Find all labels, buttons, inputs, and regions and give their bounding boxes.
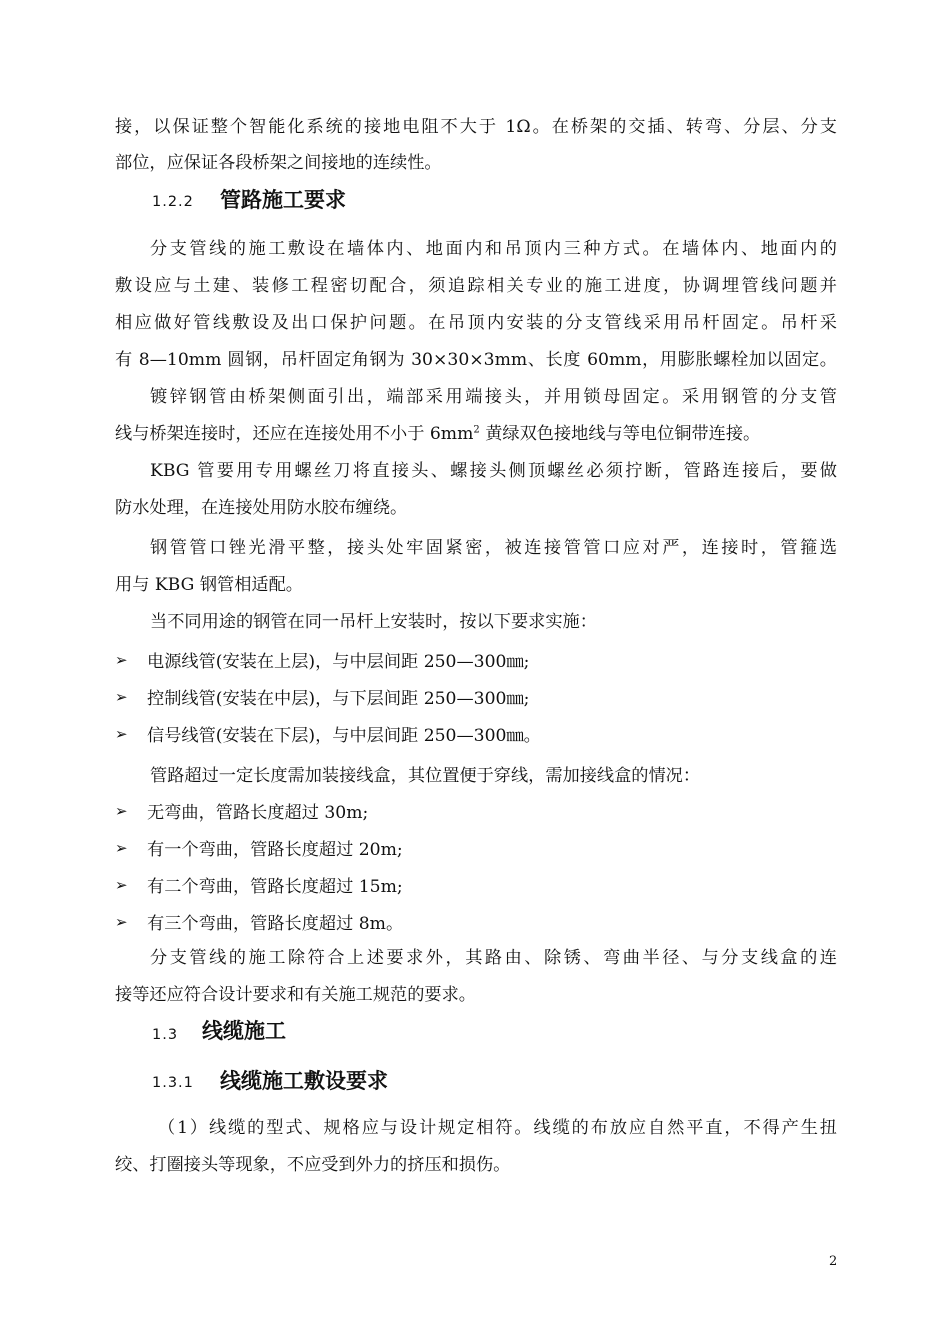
list-item: 控制线管(安装在中层)，与下层间距 250—300㎜; — [147, 689, 530, 709]
list-item: 电源线管(安装在上层)，与中层间距 250—300㎜; — [147, 652, 530, 672]
bullet-arrow-icon: ➢ — [115, 802, 128, 820]
section-number: 1.2.2 — [152, 194, 194, 210]
paragraph-line: 镀锌钢管由桥架侧面引出，端部采用端接头，并用锁母固定。采用钢管的分支管 — [150, 387, 837, 407]
bullet-arrow-icon: ➢ — [115, 913, 128, 931]
section-number: 1.3 — [152, 1027, 179, 1043]
paragraph-line: 钢管管口锉光滑平整，接头处牢固紧密，被连接管管口应对严，连接时，管箍选 — [150, 538, 837, 558]
paragraph-line: 绞、打圈接头等现象，不应受到外力的挤压和损伤。 — [115, 1155, 511, 1175]
paragraph-line: 有 8—10mm 圆钢，吊杆固定角钢为 30×30×3mm、长度 60mm，用膨胀螺栓加以固定。 — [115, 350, 837, 370]
bullet-arrow-icon: ➢ — [115, 651, 128, 669]
page-number: 2 — [829, 1254, 838, 1269]
section-title: 管路施工要求 — [220, 188, 346, 212]
paragraph-line: 分支管线的施工敷设在墙体内、地面内和吊顶内三种方式。在墙体内、地面内的 — [150, 239, 837, 259]
paragraph-line: 接，以保证整个智能化系统的接地电阻不大于 1Ω。在桥架的交插、转弯、分层、分支 — [115, 117, 837, 137]
section-number: 1.3.1 — [152, 1075, 194, 1091]
paragraph-line: 分支管线的施工除符合上述要求外，其路由、除锈、弯曲半径、与分支线盒的连 — [150, 948, 837, 968]
paragraph-text: 黄绿双色接地线与等电位铜带连接。 — [479, 424, 761, 444]
bullet-arrow-icon: ➢ — [115, 876, 128, 894]
bullet-arrow-icon: ➢ — [115, 725, 128, 743]
paragraph-line — [115, 419, 760, 444]
paragraph-text: 线与桥架连接时，还应在连接处用不小于 6mm — [115, 424, 474, 444]
paragraph-line: 接等还应符合设计要求和有关施工规范的要求。 — [115, 985, 476, 1005]
paragraph-line: 管路超过一定长度需加装接线盒，其位置便于穿线，需加接线盒的情况： — [150, 766, 701, 786]
bullet-arrow-icon: ➢ — [115, 839, 128, 857]
paragraph-line: 用与 KBG 钢管相适配。 — [115, 575, 303, 595]
paragraph-line: 敷设应与土建、装修工程密切配合，须追踪相关专业的施工进度，协调埋管线问题并 — [115, 276, 837, 296]
list-item: 无弯曲，管路长度超过 30m; — [147, 803, 369, 823]
list-item: 有一个弯曲，管路长度超过 20m; — [147, 840, 403, 860]
paragraph-line: KBG 管要用专用螺丝刀将直接头、螺接头侧顶螺丝必须拧断，管路连接后，要做 — [150, 461, 837, 481]
paragraph-line: （1）线缆的型式、规格应与设计规定相符。线缆的布放应自然平直，不得产生扭 — [158, 1118, 837, 1138]
superscript: 2 — [473, 424, 480, 436]
list-item: 有三个弯曲，管路长度超过 8m。 — [147, 914, 404, 934]
bullet-arrow-icon: ➢ — [115, 688, 128, 706]
list-item: 信号线管(安装在下层)，与中层间距 250—300㎜。 — [147, 726, 541, 746]
paragraph-line: 当不同用途的钢管在同一吊杆上安装时，按以下要求实施： — [150, 612, 597, 632]
section-title: 线缆施工 — [202, 1019, 286, 1043]
section-title: 线缆施工敷设要求 — [220, 1069, 388, 1093]
list-item: 有二个弯曲，管路长度超过 15m; — [147, 877, 403, 897]
paragraph-line: 防水处理，在连接处用防水胶布缠绕。 — [115, 498, 408, 518]
paragraph-line: 部位，应保证各段桥架之间接地的连续性。 — [115, 153, 442, 173]
paragraph-line: 相应做好管线敷设及出口保护问题。在吊顶内安装的分支管线采用吊杆固定。吊杆采 — [115, 313, 837, 333]
